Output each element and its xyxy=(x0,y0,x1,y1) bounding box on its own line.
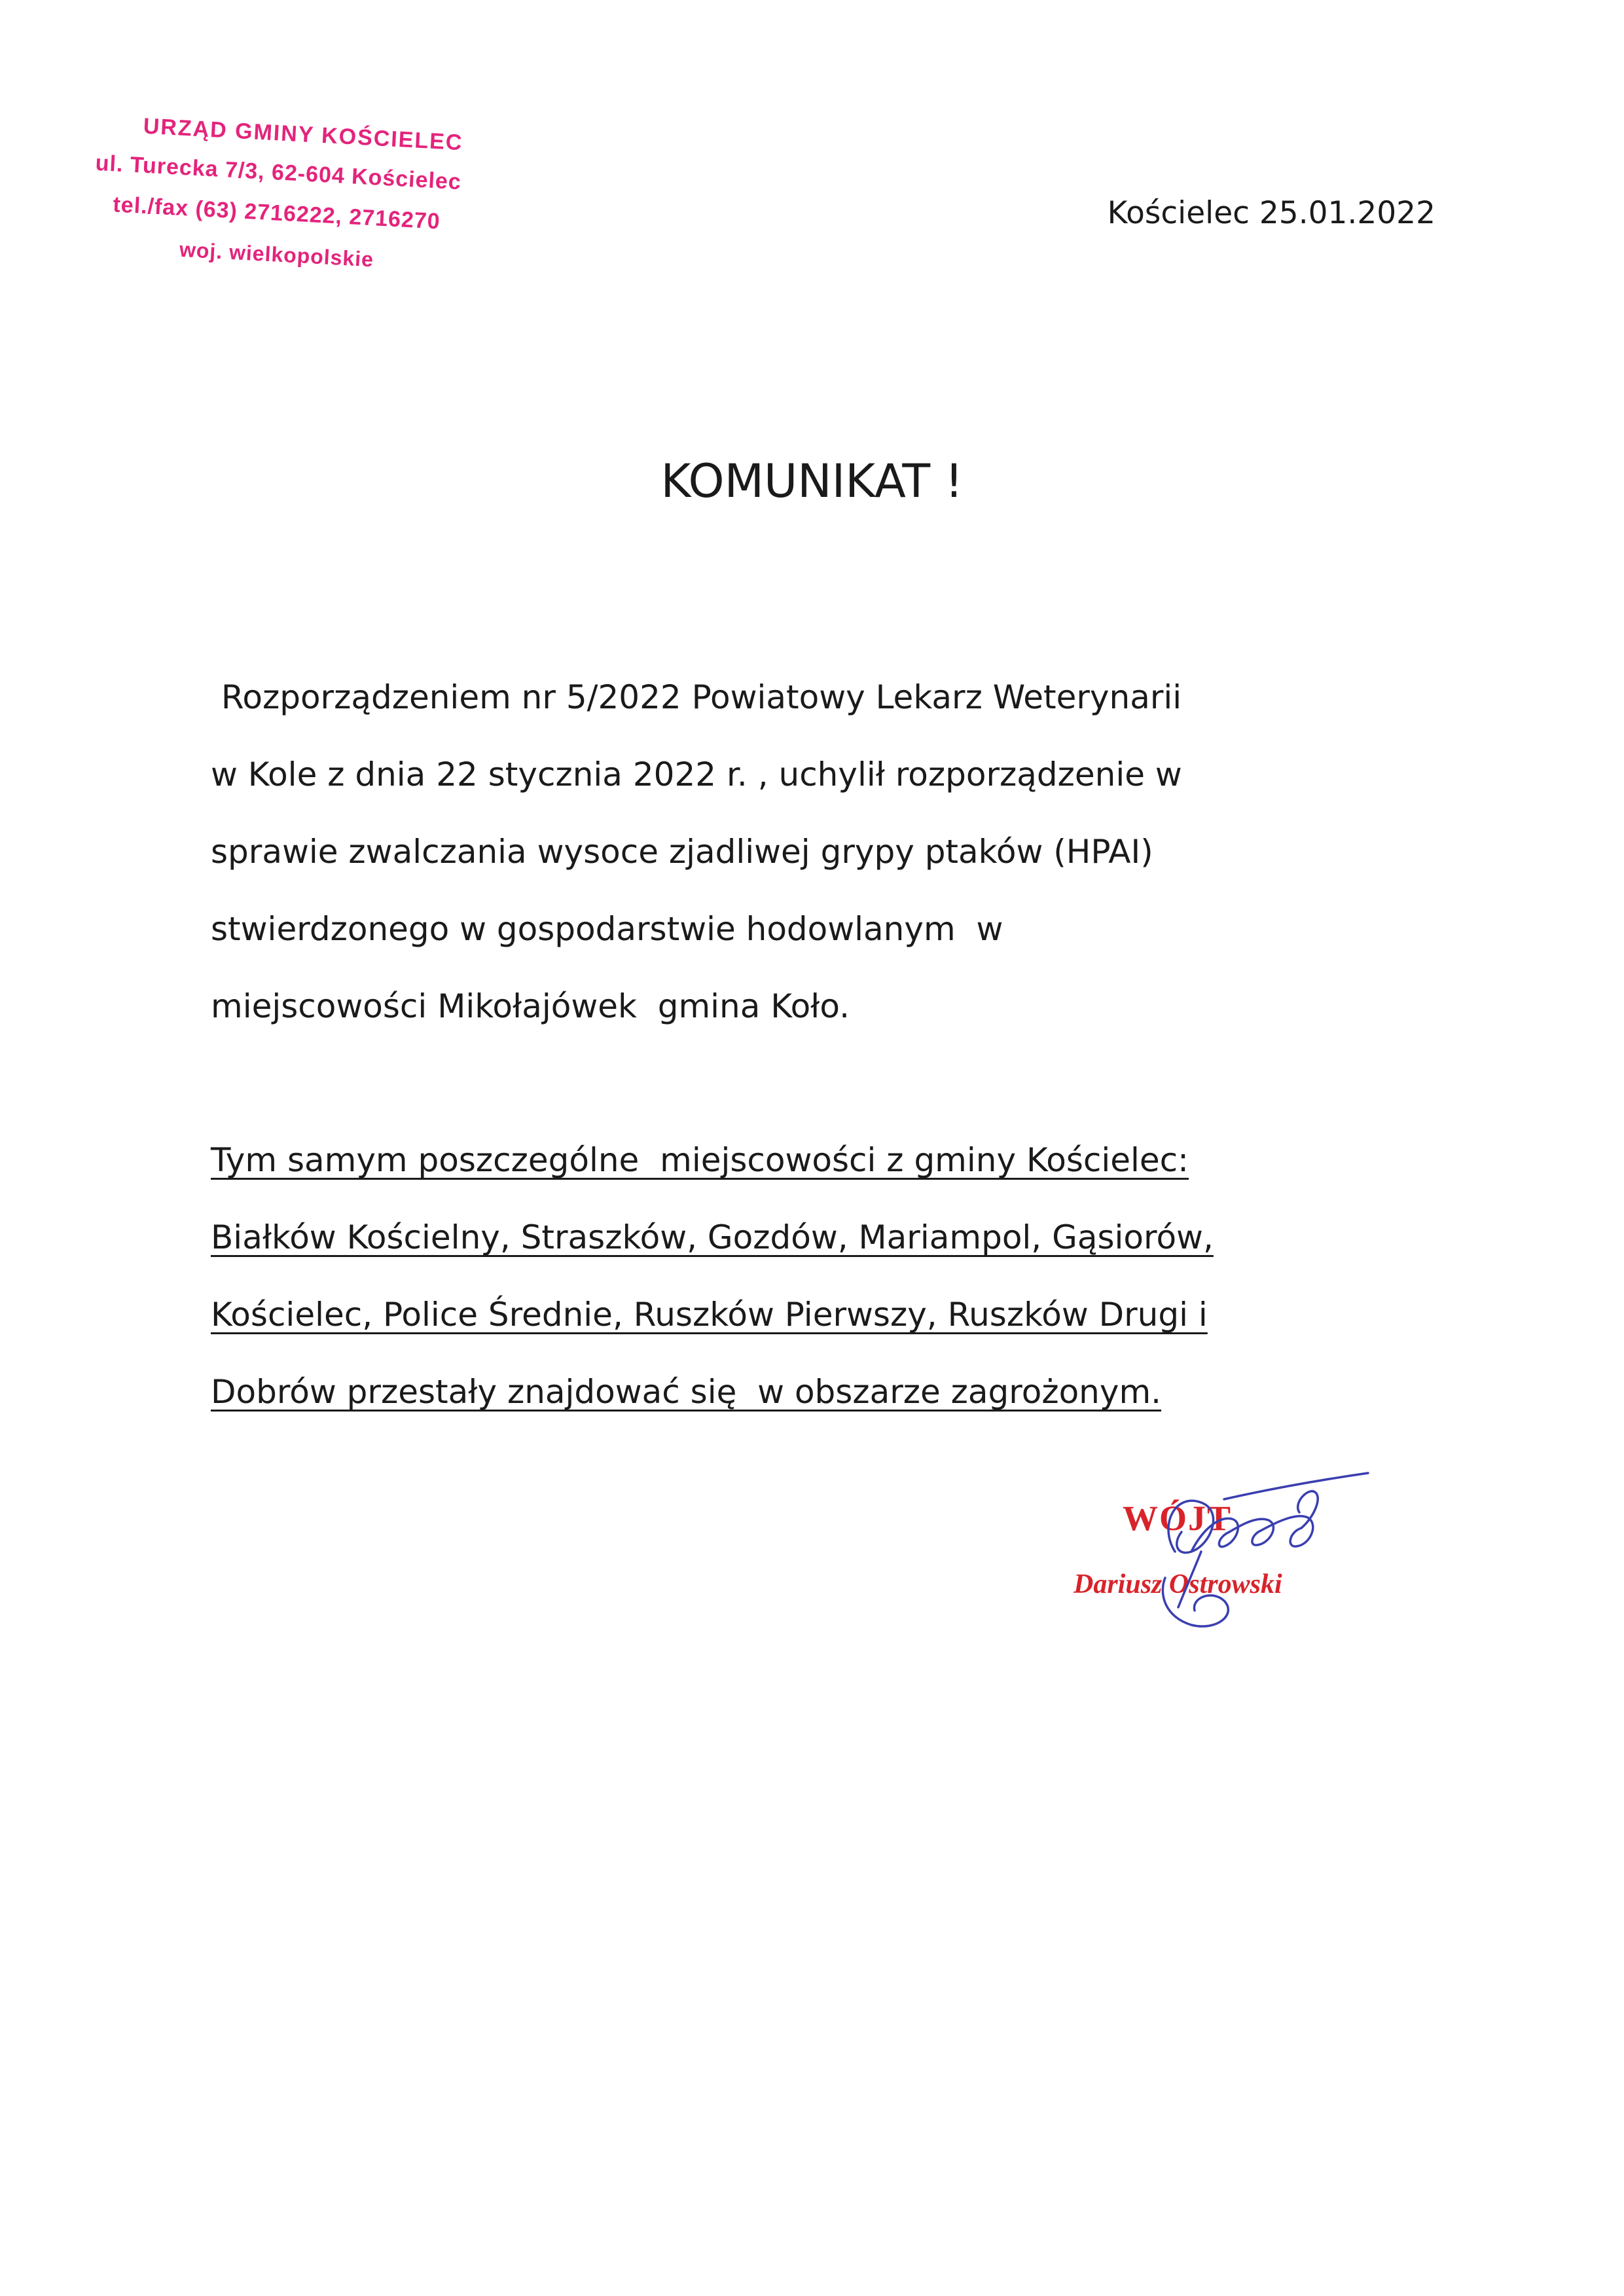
signature-block xyxy=(1060,1453,1401,1663)
paragraph-line: Rozporządzeniem nr 5/2022 Powiatowy Lekarz Weterynarii xyxy=(211,678,1182,716)
paragraph-line: Tym samym poszczególne miejscowości z gminy Kościelec: xyxy=(211,1141,1189,1179)
paragraph-line: stwierdzonego w gospodarstwie hodowlanym w xyxy=(211,910,1003,948)
document-title: KOMUNIKAT ! xyxy=(660,454,964,508)
stamp-region: woj. wielkopolskie xyxy=(179,237,374,272)
stamp-office-name: URZĄD GMINY KOŚCIELEC xyxy=(142,113,464,156)
paragraph-line: sprawie zwalczania wysoce zjadliwej grypy ptaków (HPAI) xyxy=(211,833,1153,871)
paragraph-line: miejscowości Mikołajówek gmina Koło. xyxy=(211,987,850,1025)
handwritten-signature xyxy=(1060,1453,1401,1663)
signature-name-stamp: Dariusz Ostrowski xyxy=(1074,1569,1282,1599)
paragraph-regulation xyxy=(211,659,1454,1045)
stamp-phone: tel./fax (63) 2716222, 2716270 xyxy=(112,192,441,234)
paragraph-line: w Kole z dnia 22 stycznia 2022 r. , uchylił rozporządzenie w xyxy=(211,756,1182,793)
document-date: Kościelec 25.01.2022 xyxy=(1107,195,1435,231)
paragraph-line: Kościelec, Police Średnie, Ruszków Pierwszy, Ruszków Drugi i xyxy=(211,1296,1208,1334)
stamp-address: ul. Turecka 7/3, 62-604 Kościelec xyxy=(94,150,462,195)
paragraph-localities xyxy=(211,1121,1454,1430)
office-stamp xyxy=(89,111,523,310)
paragraph-line: Dobrów przestały znajdować się w obszarze zagrożonym. xyxy=(211,1373,1162,1411)
signature-role-stamp: WÓJT xyxy=(1123,1499,1233,1538)
paragraph-line: Białków Kościelny, Straszków, Gozdów, Mariampol, Gąsiorów, xyxy=(211,1218,1214,1256)
